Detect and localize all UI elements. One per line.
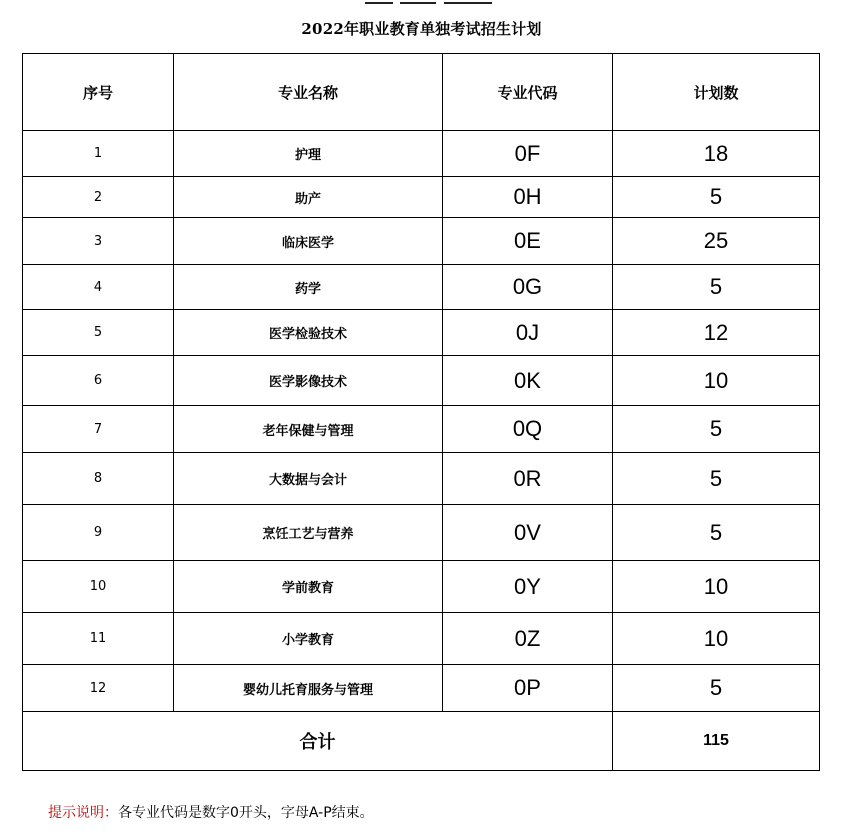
row-index: 11 <box>23 613 174 665</box>
row-major-code: 0Y <box>443 561 613 613</box>
row-major-code: 0G <box>443 265 613 310</box>
row-major-code: 0F <box>443 131 613 177</box>
table-row <box>23 406 820 453</box>
total-value: 115 <box>613 712 820 771</box>
row-plan-count: 5 <box>613 406 820 453</box>
row-major-name: 婴幼儿托育服务与管理 <box>174 665 443 712</box>
row-index: 5 <box>23 310 174 356</box>
table-row <box>23 218 820 265</box>
row-major-name: 医学影像技术 <box>174 356 443 406</box>
row-major-name: 老年保健与管理 <box>174 406 443 453</box>
row-plan-count: 10 <box>613 561 820 613</box>
row-major-name: 临床医学 <box>174 218 443 265</box>
row-plan-count: 10 <box>613 613 820 665</box>
cropped-top-text <box>0 0 843 8</box>
table-row <box>23 561 820 613</box>
table-row <box>23 665 820 712</box>
row-major-name: 小学教育 <box>174 613 443 665</box>
row-major-code: 0P <box>443 665 613 712</box>
table-header-row <box>23 54 820 131</box>
row-major-name: 学前教育 <box>174 561 443 613</box>
footnote-label: 提示说明： <box>48 805 118 821</box>
row-index: 1 <box>23 131 174 177</box>
header-index: 序号 <box>23 54 174 131</box>
row-major-code: 0Z <box>443 613 613 665</box>
row-major-code: 0E <box>443 218 613 265</box>
row-plan-count: 5 <box>613 665 820 712</box>
row-index: 10 <box>23 561 174 613</box>
table-row <box>23 265 820 310</box>
row-major-name: 护理 <box>174 131 443 177</box>
table-row <box>23 613 820 665</box>
enrollment-plan-table <box>22 53 820 771</box>
row-plan-count: 5 <box>613 177 820 218</box>
row-plan-count: 12 <box>613 310 820 356</box>
table-row <box>23 505 820 561</box>
row-plan-count: 25 <box>613 218 820 265</box>
row-index: 8 <box>23 453 174 505</box>
row-index: 7 <box>23 406 174 453</box>
row-major-code: 0H <box>443 177 613 218</box>
row-major-code: 0R <box>443 453 613 505</box>
row-plan-count: 10 <box>613 356 820 406</box>
table-row <box>23 131 820 177</box>
row-major-code: 0K <box>443 356 613 406</box>
row-major-name: 助产 <box>174 177 443 218</box>
row-major-code: 0J <box>443 310 613 356</box>
row-index: 9 <box>23 505 174 561</box>
table-row <box>23 177 820 218</box>
header-major-name: 专业名称 <box>174 54 443 131</box>
row-major-name: 烹饪工艺与营养 <box>174 505 443 561</box>
header-plan-count: 计划数 <box>613 54 820 131</box>
row-plan-count: 5 <box>613 505 820 561</box>
row-plan-count: 18 <box>613 131 820 177</box>
footnote <box>48 802 374 822</box>
footnote-text: 各专业代码是数字0开头，字母A-P结束。 <box>118 805 374 821</box>
table-row <box>23 356 820 406</box>
row-major-name: 医学检验技术 <box>174 310 443 356</box>
row-major-name: 大数据与会计 <box>174 453 443 505</box>
page-title: 2022年职业教育单独考试招生计划 <box>301 20 542 38</box>
total-label: 合计 <box>23 712 613 771</box>
table-row <box>23 453 820 505</box>
row-index: 12 <box>23 665 174 712</box>
row-index: 4 <box>23 265 174 310</box>
row-index: 6 <box>23 356 174 406</box>
row-major-name: 药学 <box>174 265 443 310</box>
total-row <box>23 712 820 771</box>
row-index: 2 <box>23 177 174 218</box>
table-row <box>23 310 820 356</box>
row-major-code: 0V <box>443 505 613 561</box>
header-major-code: 专业代码 <box>443 54 613 131</box>
row-index: 3 <box>23 218 174 265</box>
row-plan-count: 5 <box>613 453 820 505</box>
row-plan-count: 5 <box>613 265 820 310</box>
row-major-code: 0Q <box>443 406 613 453</box>
